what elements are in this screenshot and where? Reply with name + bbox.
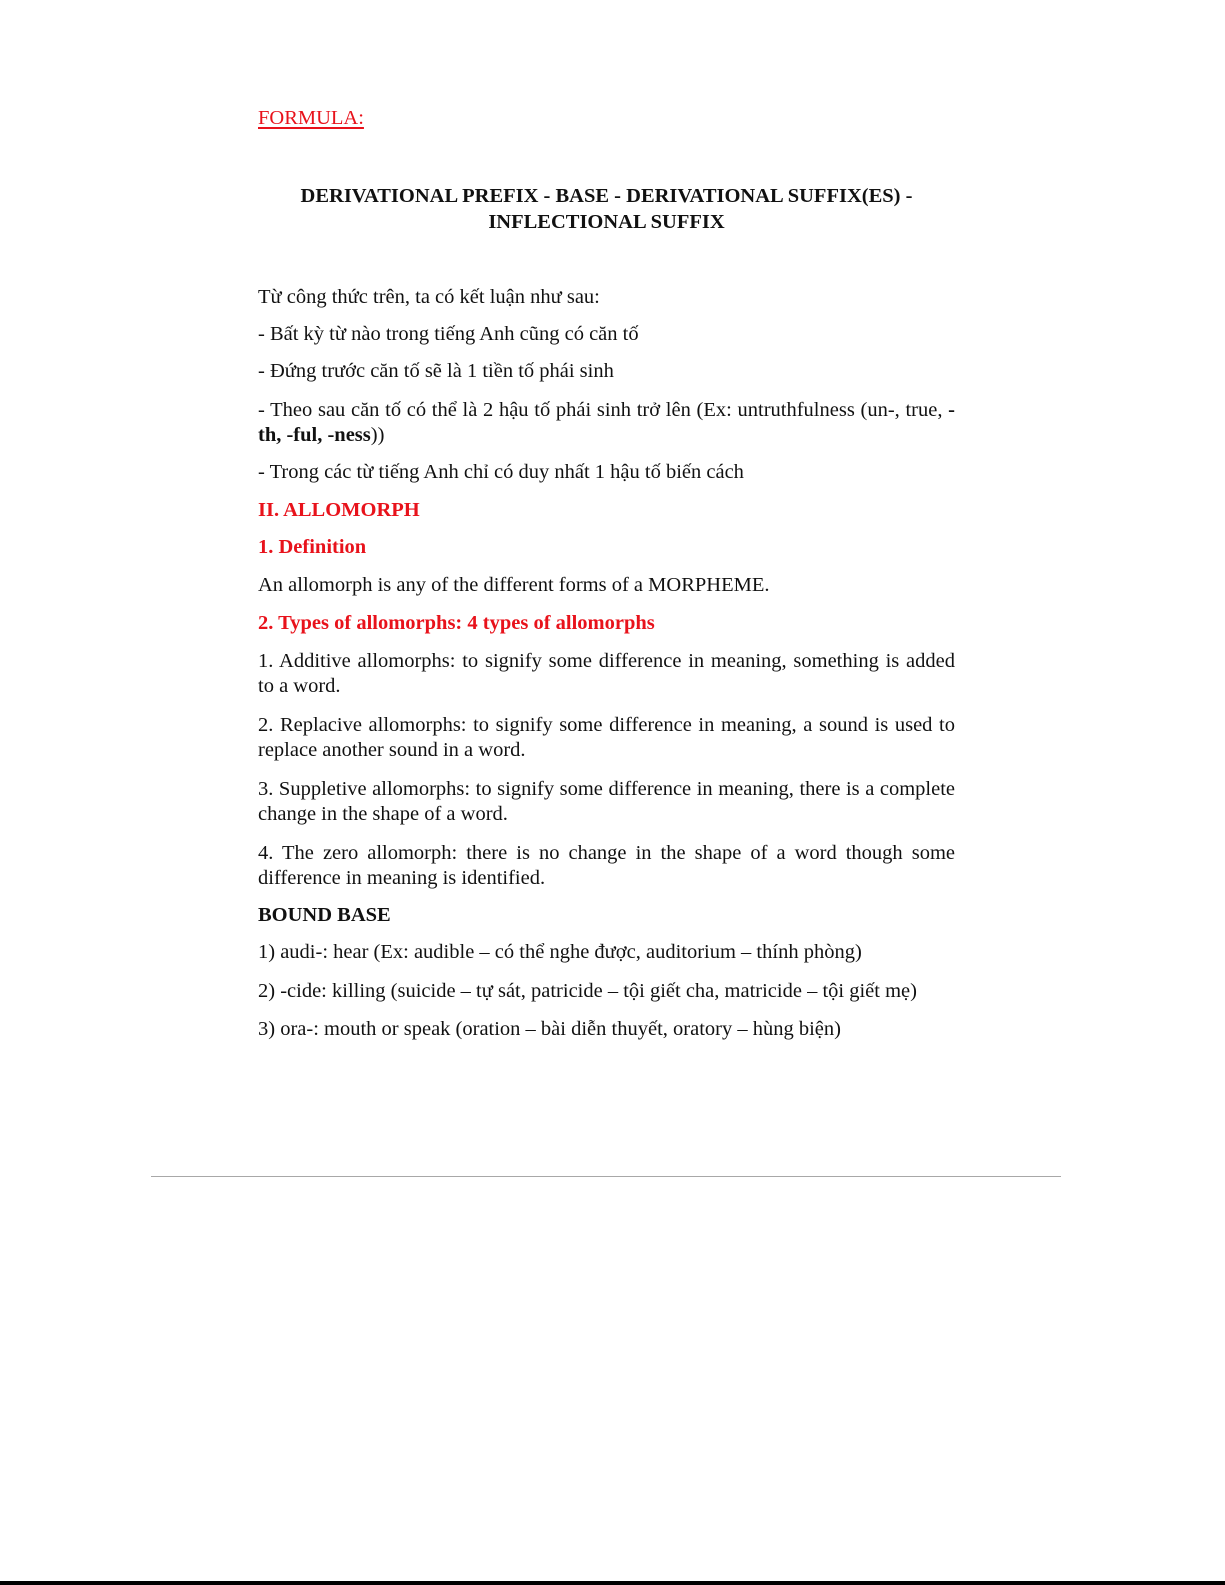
allomorph-type-3: 3. Suppletive allomorphs: to signify some difference in meaning, there is a complete change in the shape of a word.	[258, 778, 955, 825]
bound-base-heading: BOUND BASE	[258, 904, 391, 926]
conclusion-item-2: - Đứng trước căn tố sẽ là 1 tiền tố phái sinh	[258, 360, 614, 382]
conclusion-item-3-suffixes: -th, -ful, -ness	[258, 399, 955, 446]
bound-base-item-1: 1) audi-: hear (Ex: audible – có thể nghe được, auditorium – thính phòng)	[258, 941, 862, 963]
formula-line-1: DERIVATIONAL PREFIX - BASE - DERIVATIONAL SUFFIX(ES) -	[300, 185, 913, 207]
bound-base-item-2: 2) -cide: killing (suicide – tự sát, patricide – tội giết cha, matricide – tội giết mẹ)	[258, 980, 917, 1002]
types-heading: 2. Types of allomorphs: 4 types of allomorphs	[258, 612, 655, 634]
allomorph-type-1: 1. Additive allomorphs: to signify some difference in meaning, something is added to a word.	[258, 650, 955, 697]
formula-line-2: INFLECTIONAL SUFFIX	[488, 211, 725, 233]
conclusion-item-3-text: - Theo sau căn tố có thể là 2 hậu tố phái sinh trở lên (Ex: untruthfulness (un-, true,	[258, 399, 949, 421]
definition-text: An allomorph is any of the different forms of a MORPHEME.	[258, 574, 770, 596]
allomorph-type-2: 2. Replacive allomorphs: to signify some difference in meaning, a sound is used to replace another sound in a word.	[258, 714, 955, 761]
formula-statement	[258, 183, 955, 235]
allomorph-heading: II. ALLOMORPH	[258, 499, 420, 521]
definition-heading: 1. Definition	[258, 536, 367, 558]
formula-label: FORMULA:	[258, 107, 364, 129]
bound-base-item-3: 3) ora-: mouth or speak (oration – bài diễn thuyết, oratory – hùng biện)	[258, 1018, 841, 1040]
page-divider	[151, 1176, 1061, 1177]
allomorph-type-4: 4. The zero allomorph: there is no change in the shape of a word though some difference in meaning is identified.	[258, 842, 955, 889]
conclusion-item-1: - Bất kỳ từ nào trong tiếng Anh cũng có căn tố	[258, 323, 639, 345]
conclusion-item-4: - Trong các từ tiếng Anh chỉ có duy nhất 1 hậu tố biến cách	[258, 461, 744, 483]
conclusion-intro: Từ công thức trên, ta có kết luận như sau:	[258, 286, 600, 308]
page-bottom-edge	[0, 1581, 1225, 1585]
conclusion-item-3	[258, 398, 955, 448]
conclusion-item-3-close: ))	[370, 424, 385, 446]
